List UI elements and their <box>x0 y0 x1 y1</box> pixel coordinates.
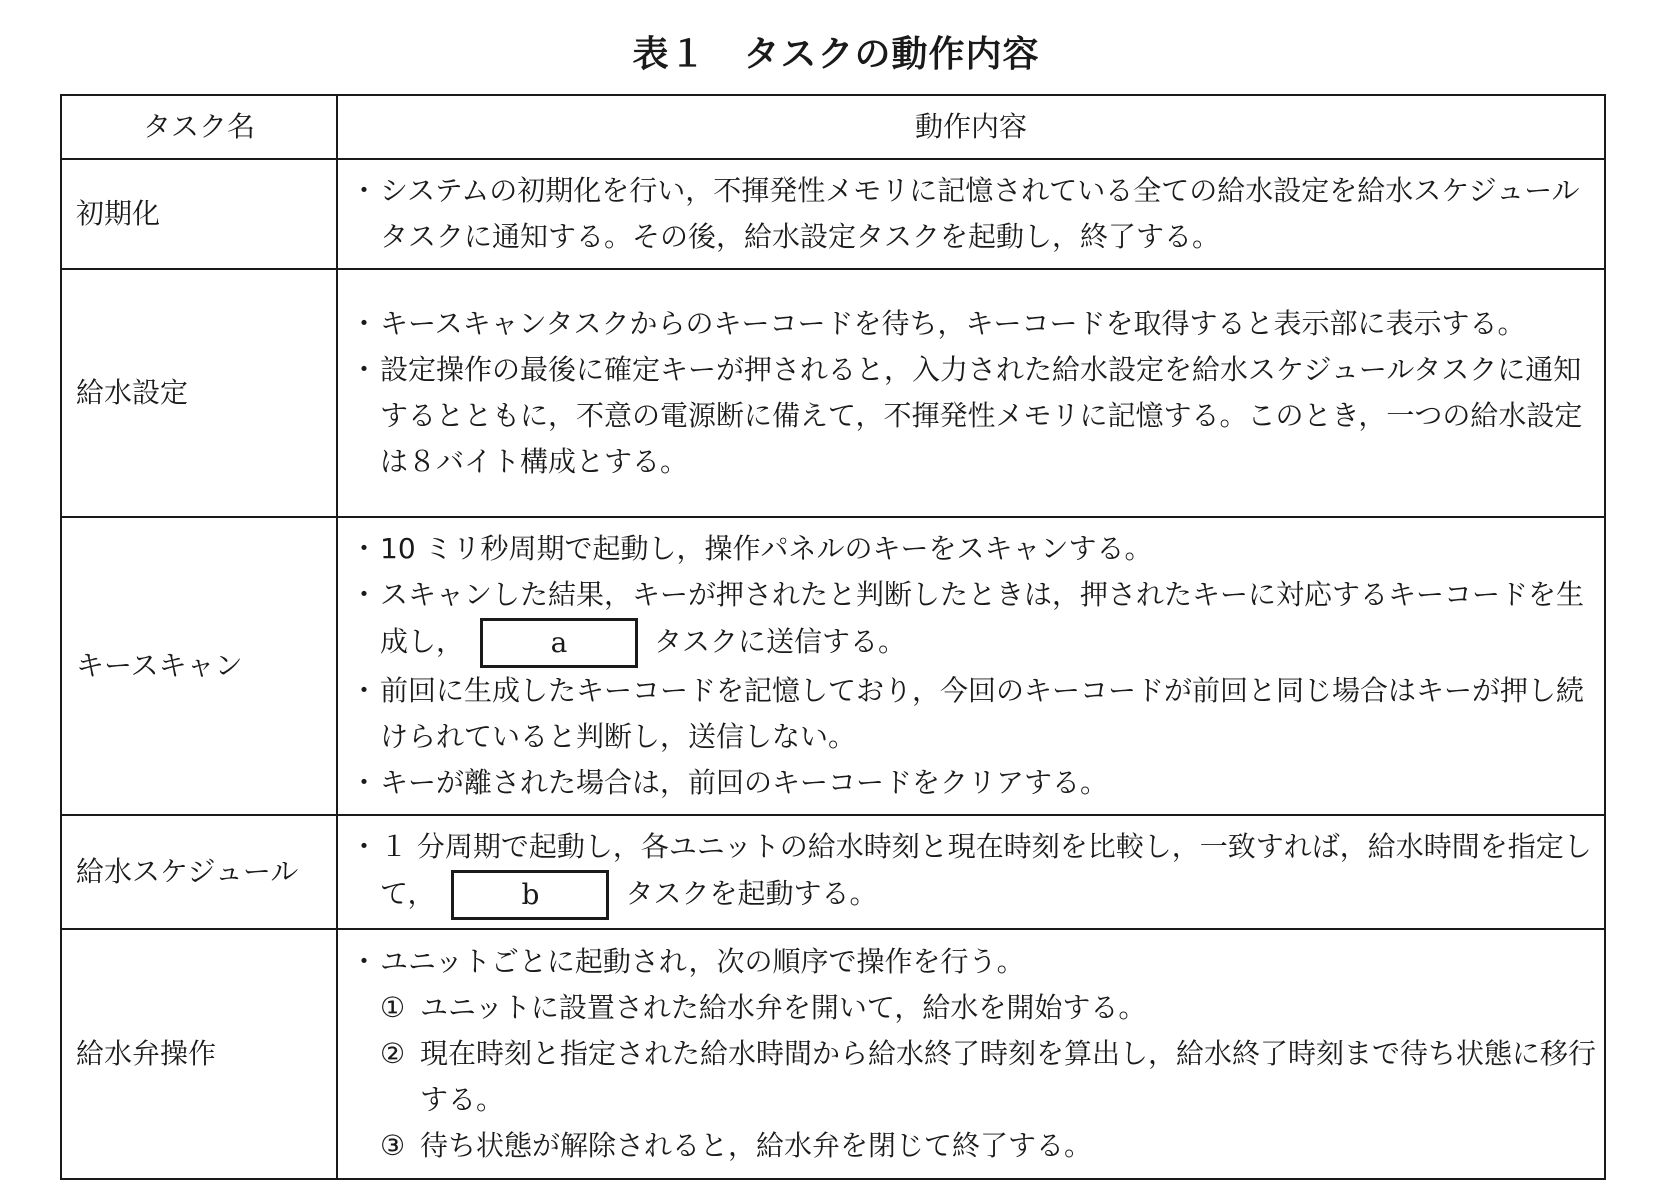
item-text: キースキャンタスクからのキーコードを待ち，キーコードを取得すると表示部に表示する。 <box>380 307 1526 340</box>
task-name: 給水設定 <box>61 269 337 517</box>
description-item <box>350 668 1598 760</box>
step-number: ① <box>380 991 406 1024</box>
description-item <box>350 572 1598 668</box>
item-text: 前回に生成したキーコードを記憶しており，今回のキーコードが前回と同じ場合はキーが押し続けられていると判断し，送信しない。 <box>380 674 1585 753</box>
table-title: 表１ タスクの動作内容 <box>632 34 1040 75</box>
bullet-mark: ・ <box>350 674 379 707</box>
task-name: キースキャン <box>61 517 337 815</box>
bullet-mark: ・ <box>350 766 379 799</box>
item-text: １ 分周期で起動し，各ユニットの給水時刻と現在時刻を比較し，一致すれば，給水時間を指定して， <box>380 830 1592 910</box>
step-item <box>350 1031 1598 1123</box>
step-item <box>350 1123 1598 1169</box>
item-text: システムの初期化を行い，不揮発性メモリに記憶されている全ての給水設定を給水スケジュールタスクに通知する。その後，給水設定タスクを起動し，終了する。 <box>380 174 1580 253</box>
description-item <box>350 939 1598 985</box>
item-text: タスクに送信する。 <box>654 625 907 658</box>
bullet-mark: ・ <box>350 353 379 386</box>
step-number: ③ <box>380 1129 406 1162</box>
task-description <box>337 517 1605 815</box>
header-row <box>61 95 1605 159</box>
bullet-mark: ・ <box>350 307 379 340</box>
blank-box-a: a <box>480 618 638 668</box>
header-task-name: タスク名 <box>61 95 337 159</box>
table-row <box>61 815 1605 929</box>
item-text: スキャンした結果，キーが押されたと判断したときは，押されたキーに対応するキーコードを生成し， <box>380 578 1585 658</box>
step-text: 現在時刻と指定された給水時間から給水終了時刻を算出し，給水終了時刻まで待ち状態に移行する。 <box>420 1037 1597 1116</box>
description-item <box>350 760 1598 806</box>
bullet-mark: ・ <box>350 945 379 978</box>
description-item <box>350 347 1598 485</box>
task-table <box>60 94 1606 1180</box>
step-item <box>350 985 1598 1031</box>
header-description: 動作内容 <box>337 95 1605 159</box>
description-item <box>350 824 1598 920</box>
blank-box-b: b <box>451 870 609 920</box>
table-row <box>61 517 1605 815</box>
table-row <box>61 159 1605 269</box>
item-text: キーが離された場合は，前回のキーコードをクリアする。 <box>380 766 1109 799</box>
bullet-mark: ・ <box>350 532 379 565</box>
bullet-mark: ・ <box>350 174 379 207</box>
step-number: ② <box>380 1037 406 1070</box>
description-item <box>350 168 1598 260</box>
item-text: タスクを起動する。 <box>625 877 878 910</box>
bullet-mark: ・ <box>350 830 379 863</box>
task-name: 給水弁操作 <box>61 929 337 1179</box>
task-description <box>337 815 1605 929</box>
task-name: 初期化 <box>61 159 337 269</box>
table-row <box>61 269 1605 517</box>
task-description <box>337 159 1605 269</box>
table-row <box>61 929 1605 1179</box>
description-item <box>350 301 1598 347</box>
bullet-mark: ・ <box>350 578 379 611</box>
item-text: 設定操作の最後に確定キーが押されると，入力された給水設定を給水スケジュールタスクに通知するとともに，不意の電源断に備えて，不揮発性メモリに記憶する。このとき，一つの給水設定は８バイト構成とする。 <box>380 353 1583 478</box>
step-text: 待ち状態が解除されると，給水弁を閉じて終了する。 <box>420 1129 1093 1162</box>
step-text: ユニットに設置された給水弁を開いて，給水を開始する。 <box>420 991 1147 1024</box>
task-description <box>337 929 1605 1179</box>
item-text: ユニットごとに起動され，次の順序で操作を行う。 <box>380 945 1025 978</box>
task-name: 給水スケジュール <box>61 815 337 929</box>
task-description <box>337 269 1605 517</box>
description-item <box>350 526 1598 572</box>
item-text: 10 ミリ秒周期で起動し，操作パネルのキーをスキャンする。 <box>380 532 1153 565</box>
